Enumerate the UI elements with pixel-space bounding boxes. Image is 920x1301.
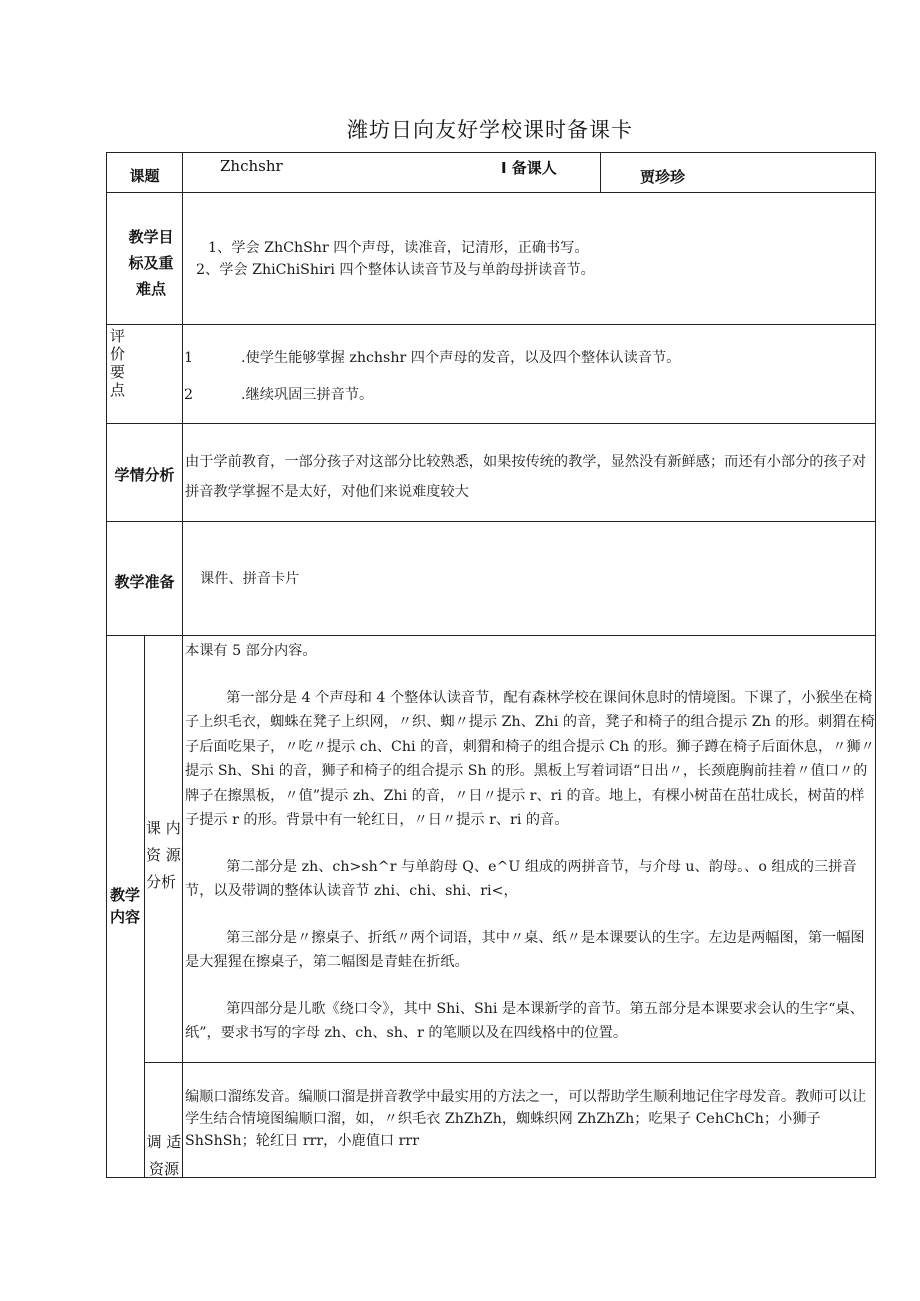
- analysis-label: 学情分析: [114, 466, 175, 484]
- preparation-text: 课件、拼音卡片: [200, 571, 300, 587]
- objectives-label: 教学目 标及重 难点: [128, 228, 174, 298]
- content-intro: 本课有 5 部分内容。: [185, 643, 317, 659]
- objective-item: 1、学会 ZhChShr 四个声母，读准音，记清形，正确书写。: [208, 240, 589, 256]
- content-paragraph: 第四部分是儿歌《绕口令》，其中 Shi、Shi 是本课新学的音节。第五部分是本课要求会认的生字“桌、纸”，要求书写的字母 zh、ch、sh、r 的笔顺以及在四线格中的位置。: [185, 1000, 864, 1041]
- evaluation-item: 2 .继续巩固三拼音节。: [184, 387, 374, 403]
- resource-label: 课 内 资 源 分析: [146, 819, 181, 891]
- topic-label: 课题: [129, 167, 160, 185]
- evaluation-item: 1 .使学生能够掌握 zhchshr 四个声母的发音，以及四个整体认读音节。: [184, 350, 681, 366]
- content-paragraph: 第三部分是〃擦桌子、折纸〃两个词语，其中〃桌、纸〃是本课要认的生字。左边是两幅图，第一幅图是大猩猩在擦桌子，第二幅图是青蛙在折纸。: [185, 929, 865, 970]
- content-paragraph: 第二部分是 zh、ch>sh^r 与单韵母 Q、e^U 组成的两拼音节，与介母 u、韵母。、o 组成的三拼音节，以及带调的整体认读音节 zhi、chi、shi、ri<，: [185, 858, 857, 899]
- preparer-value: 贾珍珍: [640, 168, 686, 186]
- objective-item: 2、学会 ZhiChiShiri 四个整体认读音节及与单韵母拼读音节。: [196, 262, 595, 278]
- evaluation-label: 评 价 要 点: [110, 327, 126, 399]
- content-analysis-text: [185, 639, 875, 1046]
- page-title: 潍坊日向友好学校课时备课卡: [347, 118, 633, 142]
- content-label: 教学 内容: [109, 886, 140, 926]
- topic-value: Zhchshr: [220, 157, 283, 175]
- preparer-label: I 备课人: [501, 159, 557, 177]
- objectives-list: [196, 237, 595, 281]
- adjust-text: 编顺口溜练发音。编顺口溜是拼音教学中最实用的方法之一，可以帮助学生顺利地记住字母发音。教师可以让学生结合情境图编顺口溜，如，〃织毛衣 ZhZhZh，蜘蛛织网 ZhZhZh；吃果子 CehChCh；小狮子 ShShSh；轮红日 rrr，小鹿值口 rrr: [185, 1089, 867, 1149]
- analysis-text: 由于学前教育，一部分孩子对这部分比较熟悉，如果按传统的教学，显然没有新鲜感；而还有小部分的孩子对拼音教学掌握不是太好，对他们来说难度较大: [185, 454, 867, 500]
- preparation-label: 教学准备: [114, 573, 175, 591]
- adjust-label: 调 适 资源: [146, 1133, 182, 1178]
- content-paragraph: 第一部分是 4 个声母和 4 个整体认读音节，配有森林学校在课间休息时的情境图。下课了，小猴坐在椅子上织毛衣，蜘蛛在凳子上织网，〃织、蜘〃提示 Zh、Zhi 的音，凳子和椅子的组合提示 Zh 的形。刺猬在椅子后面吃果子，〃吃〃提示 ch、Chi 的音，刺猬和椅子的组合提示 Ch 的形。狮子蹲在椅子后面休息，〃狮〃提示 Sh、Shi 的音，狮子和椅子的组合提示 Sh 的形。黑板上写着词语“日出〃，长颈鹿胸前挂着〃值口〃的牌子在擦黑板，〃值”提示 zh、Zhi 的音，〃日〃提示 r、ri 的音。地上，有棵小树苗在茁壮成长，树苗的样子提示 r 的形。背景中有一轮红日，〃日〃提示 r、ri 的音。: [185, 689, 875, 828]
